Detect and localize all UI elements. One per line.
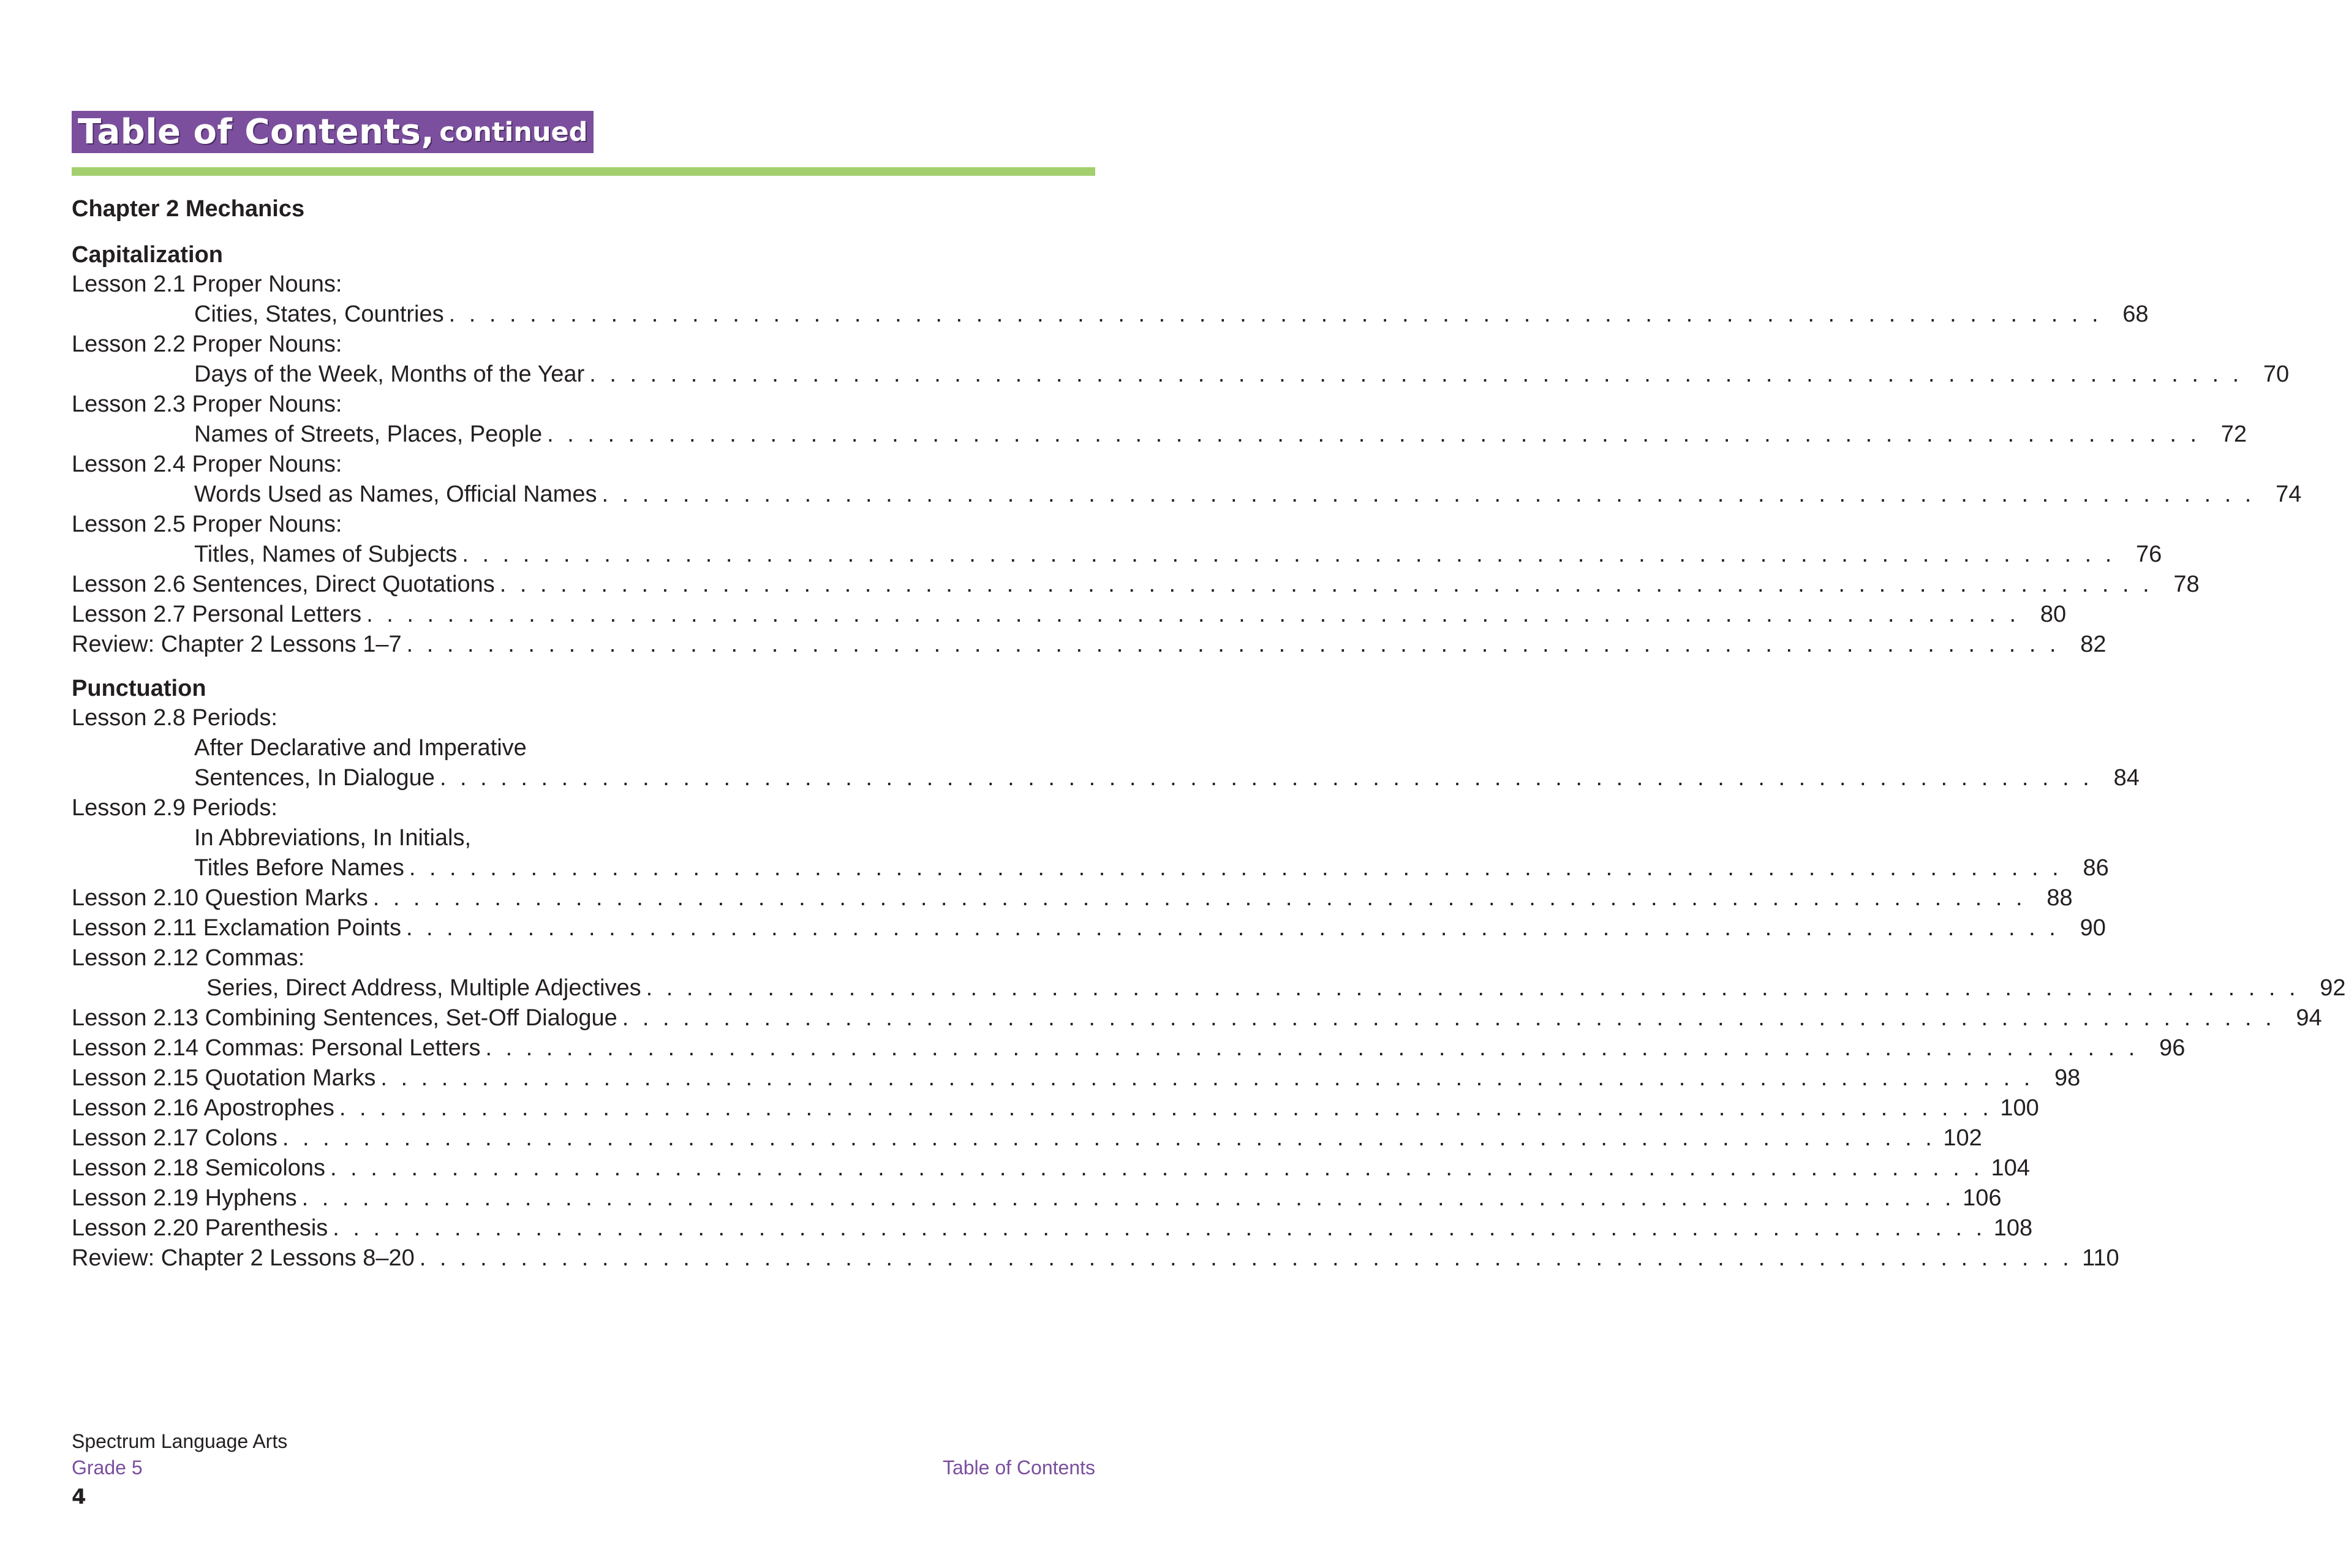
toc-entry-label: Lesson 2.10 Question Marks [72, 885, 368, 911]
toc-entry [72, 600, 2067, 630]
dot-leader: . . . . . . . . . . . . . . . . . . . . . . . . . . . . . . . . . . . . . . . . . . . . . . . . . . . . . . . . . . . . . . . . . . . . . . . . . . . . . . . . . . [409, 855, 2062, 881]
toc-entry-label: Review: Chapter 2 Lessons 8–20 [72, 1245, 415, 1271]
section-heading: Capitalization [72, 242, 224, 268]
footer-grade: Grade 5 [72, 1457, 143, 1479]
section-heading: Punctuation [72, 676, 206, 701]
toc-page-number: 86 [2083, 855, 2109, 881]
toc-entry-label: Lesson 2.15 Quotation Marks [72, 1065, 376, 1091]
footer-section: Table of Contents [942, 1457, 1095, 1479]
toc-entry [72, 1183, 2002, 1213]
toc-entry [72, 420, 2247, 450]
toc-entry [72, 703, 1003, 733]
footer-series: Spectrum Language Arts [72, 1430, 288, 1452]
toc-entry [72, 570, 2200, 600]
dot-leader: . . . . . . . . . . . . . . . . . . . . . . . . . . . . . . . . . . . . . . . . . . . . . . . . . . . . . . . . . . . . . . . . . . . . . . . . . . . . . . . . . . [406, 631, 2060, 657]
table-of-contents [72, 240, 2346, 1273]
toc-entry-label: Lesson 2.14 Commas: Personal Letters [72, 1035, 481, 1061]
chapter-heading: Chapter 2 Mechanics [72, 196, 305, 222]
dot-leader: . . . . . . . . . . . . . . . . . . . . . . . . . . . . . . . . . . . . . . . . . . . . . . . . . . . . . . . . . . . . . . . . . . . . . . . . . . . . . . . . . . [301, 1185, 1955, 1211]
title-divider [72, 167, 1095, 176]
toc-entry-label: Review: Chapter 2 Lessons 1–7 [72, 631, 402, 657]
toc-page-number: 80 [2040, 601, 2067, 627]
dot-leader: . . . . . . . . . . . . . . . . . . . . . . . . . . . . . . . . . . . . . . . . . . . . . . . . . . . . . . . . . . . . . . . . . . . . . . . . . . . . . . . . . . [602, 481, 2255, 507]
dot-leader: . . . . . . . . . . . . . . . . . . . . . . . . . . . . . . . . . . . . . . . . . . . . . . . . . . . . . . . . . . . . . . . . . . . . . . . . . . . . . . . . . . [282, 1125, 1936, 1151]
toc-entry [72, 540, 2162, 570]
toc-entry-label: After Declarative and Imperative [194, 735, 527, 761]
toc-entry [72, 1003, 2322, 1033]
dot-leader: . . . . . . . . . . . . . . . . . . . . . . . . . . . . . . . . . . . . . . . . . . . . . . . . . . . . . . . . . . . . . . . . . . . . . . . . . . . . . . . . . . [589, 361, 2243, 387]
toc-entry [72, 300, 2149, 330]
toc-entry [72, 1243, 2119, 1273]
toc-page-number: 110 [2082, 1245, 2119, 1271]
dot-leader: . . . . . . . . . . . . . . . . . . . . . . . . . . . . . . . . . . . . . . . . . . . . . . . . . . . . . . . . . . . . . . . . . . . . . . . . . . . . . . . . . . [339, 1095, 1993, 1121]
toc-entry-label: Lesson 2.4 Proper Nouns: [72, 451, 342, 477]
toc-entry-label: Series, Direct Address, Multiple Adjectives [206, 975, 641, 1001]
toc-entry-label: Sentences, In Dialogue [194, 765, 435, 791]
toc-page-number: 104 [1991, 1155, 2030, 1181]
dot-leader: . . . . . . . . . . . . . . . . . . . . . . . . . . . . . . . . . . . . . . . . . . . . . . . . . . . . . . . . . . . . . . . . . . . . . . . . . . . . . . . . . . [622, 1005, 2276, 1031]
title-subtitle: continued [439, 116, 588, 148]
toc-entry-label: Lesson 2.16 Apostrophes [72, 1095, 334, 1121]
toc-entry [72, 823, 1003, 853]
toc-entry [72, 883, 2073, 913]
toc-entry-label: Lesson 2.9 Periods: [72, 795, 277, 821]
toc-entry [72, 913, 2106, 943]
toc-page-number: 72 [2220, 421, 2247, 447]
toc-page-number: 70 [2263, 361, 2290, 387]
toc-entry [72, 943, 1003, 973]
dot-leader: . . . . . . . . . . . . . . . . . . . . . . . . . . . . . . . . . . . . . . . . . . . . . . . . . . . . . . . . . . . . . . . . . . . . . . . . . . . . . . . . . . [485, 1035, 2139, 1061]
toc-entry-label: Lesson 2.13 Combining Sentences, Set-Off Dialogue [72, 1005, 617, 1031]
toc-entry [72, 390, 1003, 420]
toc-entry-label: Lesson 2.6 Sentences, Direct Quotations [72, 571, 495, 597]
toc-page-number: 96 [2159, 1035, 2186, 1061]
toc-entry [72, 793, 1003, 823]
toc-entry [72, 270, 1003, 300]
toc-entry [72, 1153, 2030, 1183]
page-title [72, 111, 594, 153]
toc-entry [72, 360, 2290, 390]
toc-entry [72, 733, 1003, 763]
dot-leader: . . . . . . . . . . . . . . . . . . . . . . . . . . . . . . . . . . . . . . . . . . . . . . . . . . . . . . . . . . . . . . . . . . . . . . . . . . . . . . . . . . [448, 301, 2102, 327]
toc-entry-label: Lesson 2.20 Parenthesis [72, 1215, 328, 1241]
toc-entry-label: Lesson 2.11 Exclamation Points [72, 915, 401, 941]
toc-entry [72, 853, 2109, 883]
dot-leader: . . . . . . . . . . . . . . . . . . . . . . . . . . . . . . . . . . . . . . . . . . . . . . . . . . . . . . . . . . . . . . . . . . . . . . . . . . . . . . . . . . [439, 765, 2093, 791]
dot-leader: . . . . . . . . . . . . . . . . . . . . . . . . . . . . . . . . . . . . . . . . . . . . . . . . . . . . . . . . . . . . . . . . . . . . . . . . . . . . . . . . . . [380, 1065, 2034, 1091]
dot-leader: . . . . . . . . . . . . . . . . . . . . . . . . . . . . . . . . . . . . . . . . . . . . . . . . . . . . . . . . . . . . . . . . . . . . . . . . . . . . . . . . . . [330, 1155, 1983, 1181]
dot-leader: . . . . . . . . . . . . . . . . . . . . . . . . . . . . . . . . . . . . . . . . . . . . . . . . . . . . . . . . . . . . . . . . . . . . . . . . . . . . . . . . . . [419, 1245, 2073, 1271]
toc-page-number: 94 [2296, 1005, 2322, 1031]
title-text: Table of Contents, [78, 112, 435, 152]
toc-entry [72, 1213, 2033, 1243]
toc-entry-label: Titles Before Names [194, 855, 404, 881]
toc-entry-label: Titles, Names of Subjects [194, 541, 458, 567]
toc-entry-label: Lesson 2.12 Commas: [72, 945, 305, 971]
toc-page-number: 88 [2046, 885, 2073, 911]
toc-entry [72, 330, 1003, 360]
dot-leader: . . . . . . . . . . . . . . . . . . . . . . . . . . . . . . . . . . . . . . . . . . . . . . . . . . . . . . . . . . . . . . . . . . . . . . . . . . . . . . . . . . [405, 915, 2059, 941]
toc-entry-label: Days of the Week, Months of the Year [194, 361, 585, 387]
dot-leader: . . . . . . . . . . . . . . . . . . . . . . . . . . . . . . . . . . . . . . . . . . . . . . . . . . . . . . . . . . . . . . . . . . . . . . . . . . . . . . . . . . [499, 571, 2153, 597]
toc-page-number: 102 [1943, 1125, 1982, 1151]
dot-leader: . . . . . . . . . . . . . . . . . . . . . . . . . . . . . . . . . . . . . . . . . . . . . . . . . . . . . . . . . . . . . . . . . . . . . . . . . . . . . . . . . . [547, 421, 2201, 447]
toc-entry-label: Lesson 2.17 Colons [72, 1125, 277, 1151]
dot-leader: . . . . . . . . . . . . . . . . . . . . . . . . . . . . . . . . . . . . . . . . . . . . . . . . . . . . . . . . . . . . . . . . . . . . . . . . . . . . . . . . . . [646, 975, 2299, 1001]
toc-entry-label: Lesson 2.18 Semicolons [72, 1155, 326, 1181]
toc-entry-label: Cities, States, Countries [194, 301, 444, 327]
toc-entry-label: Lesson 2.5 Proper Nouns: [72, 511, 342, 537]
toc-entry-label: Lesson 2.7 Personal Letters [72, 601, 362, 627]
toc-entry [72, 1093, 2039, 1123]
toc-entry-label: Lesson 2.3 Proper Nouns: [72, 391, 342, 417]
dot-leader: . . . . . . . . . . . . . . . . . . . . . . . . . . . . . . . . . . . . . . . . . . . . . . . . . . . . . . . . . . . . . . . . . . . . . . . . . . . . . . . . . . [366, 601, 2020, 627]
dot-leader: . . . . . . . . . . . . . . . . . . . . . . . . . . . . . . . . . . . . . . . . . . . . . . . . . . . . . . . . . . . . . . . . . . . . . . . . . . . . . . . . . . [333, 1215, 1986, 1241]
page-number: 4 [72, 1485, 86, 1509]
toc-page-number: 76 [2136, 541, 2162, 567]
toc-entry-label: Lesson 2.19 Hyphens [72, 1185, 297, 1211]
toc-page-number: 98 [2054, 1065, 2081, 1091]
toc-entry [72, 973, 2346, 1003]
toc-entry [72, 1123, 1982, 1153]
toc-entry-label: In Abbreviations, In Initials, [194, 825, 472, 851]
toc-entry-label: Names of Streets, Places, People [194, 421, 543, 447]
toc-page-number: 78 [2173, 571, 2200, 597]
dot-leader: . . . . . . . . . . . . . . . . . . . . . . . . . . . . . . . . . . . . . . . . . . . . . . . . . . . . . . . . . . . . . . . . . . . . . . . . . . . . . . . . . . [462, 541, 2116, 567]
dot-leader: . . . . . . . . . . . . . . . . . . . . . . . . . . . . . . . . . . . . . . . . . . . . . . . . . . . . . . . . . . . . . . . . . . . . . . . . . . . . . . . . . . [372, 885, 2026, 911]
toc-entry [72, 480, 2302, 510]
toc-entry-label: Lesson 2.8 Periods: [72, 705, 277, 731]
toc-entry-label: Words Used as Names, Official Names [194, 481, 597, 507]
toc-page-number: 84 [2113, 765, 2140, 791]
toc-page-number: 82 [2080, 631, 2106, 657]
toc-entry [72, 1033, 2186, 1063]
toc-page-number: 90 [2080, 915, 2106, 941]
toc-page-number: 68 [2122, 301, 2149, 327]
section-gap [72, 660, 1003, 674]
toc-page-number: 108 [1993, 1215, 2033, 1241]
toc-entry-label: Lesson 2.1 Proper Nouns: [72, 271, 342, 297]
toc-page-number: 100 [2000, 1095, 2039, 1121]
toc-entry [72, 1063, 2081, 1093]
toc-entry [72, 510, 1003, 540]
toc-page-number: 106 [1963, 1185, 2002, 1211]
toc-entry [72, 763, 2140, 793]
toc-page-number: 92 [2320, 975, 2346, 1001]
toc-page-number: 74 [2276, 481, 2302, 507]
toc-entry-label: Lesson 2.2 Proper Nouns: [72, 331, 342, 357]
toc-entry [72, 450, 1003, 480]
toc-entry [72, 630, 2106, 660]
